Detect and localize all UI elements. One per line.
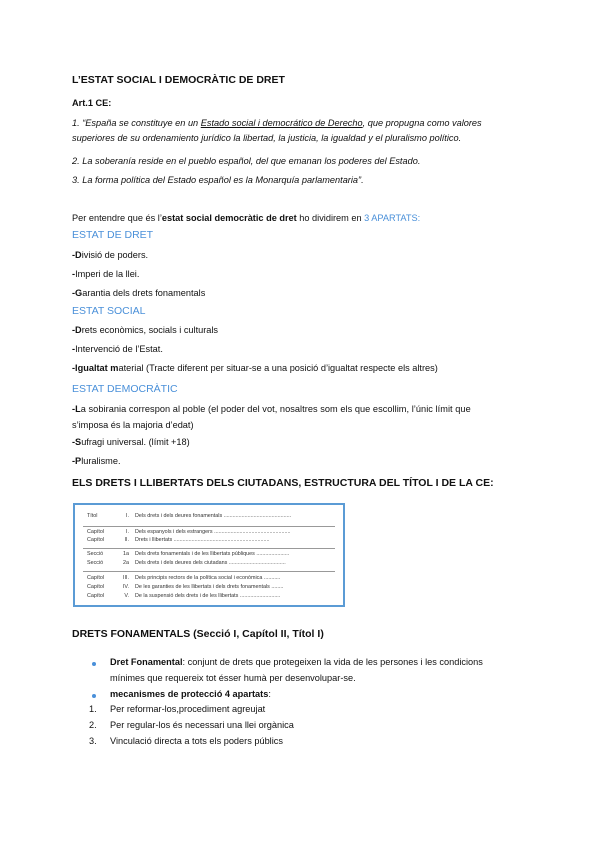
numbered-item: 2. (89, 720, 97, 730)
quote-underlined: Estado social i democrático de Derecho (200, 118, 363, 128)
numbered-item: 3. (89, 736, 97, 746)
numbered-item: 1. (89, 704, 97, 714)
quote-number: 2 (72, 156, 78, 166)
title-structure-table: Títol I. Dels drets i dels deures fonamentals ............................................. Capítol I. Dels espanyols i dels estrangers ................................................... Capítol II. Drets i llibertats ................................................................ Secció 1a Dels drets fonamentals i de les llibertats públiques ...................... Secció 2a Dels drets i dels deures dels ciutadans ...................................... Capítol III. Dels principis rectors de la política social i econòmica ........... Capítol IV. De les garanties de les llibertats i dels drets fonamentals ........ Capítol V. De la suspensió dels drets i de les llibertats ........................... (73, 503, 345, 607)
table-divider (83, 571, 335, 572)
intro-text: Per entendre que és l’ (72, 213, 162, 223)
section-heading-drets-llibertats: ELS DRETS I LLIBERTATS DELS CIUTADANS, ESTRUCTURA DEL TÍTOL I DE LA CE: (72, 477, 494, 489)
section-heading-estat-democratic: ESTAT DEMOCRÀTIC (72, 383, 178, 395)
list-item: -Intervenció de l’Estat. (72, 344, 163, 354)
quote-text: . “España se constituye en un (77, 118, 201, 128)
list-item: -Igualtat material (Tracte diferent per situar-se a una posició d’igualtat respecte els altres) (72, 363, 438, 373)
quote-number: 1 (72, 118, 78, 128)
intro-text: ho dividirem en (296, 213, 365, 223)
table-divider (83, 526, 335, 527)
list-item: -Drets econòmics, socials i culturals (72, 325, 219, 335)
list-item: -Pluralisme. (72, 456, 121, 466)
list-item: -Divisió de poders. (72, 250, 149, 260)
quote-number: 3 (72, 175, 78, 185)
list-item: -Sufragi universal. (límit +18) (72, 437, 190, 447)
list-item: -La sobirania correspon al poble (el poder del vot, nosaltres som els que escollim, l’únic límit que (72, 404, 471, 414)
quote-paragraph-1 (72, 118, 482, 128)
article-label: Art.1 CE: (72, 98, 112, 108)
intro-highlight: 3 APARTATS: (364, 213, 421, 223)
list-item: -Garantia dels drets fonamentals (72, 288, 206, 298)
bullet-item-continuation: mínimes que requereix tot ésser humà per desenvolupar-se. (110, 673, 356, 683)
intro-bold: estat social democràtic de dret (161, 213, 297, 223)
bullet-item: mecanismes de protecció 4 apartats: (110, 689, 271, 699)
section-heading-drets-fonamentals: DRETS FONAMENTALS (Secció I, Capítol II, Títol I) (72, 628, 324, 640)
quote-text: . La forma política del Estado español es la Monarquía parlamentaria”. (77, 175, 364, 185)
bullet-item: Dret Fonamental: conjunt de drets que protegeixen la vida de les persones i les condicions (110, 657, 483, 667)
list-item-continuation: s’imposa és la majoria d’edat) (72, 420, 194, 430)
quote-paragraph-2 (72, 156, 420, 166)
bullet-icon (92, 694, 96, 698)
numbered-item-text: Per regular-los és necessari una llei orgànica (110, 720, 294, 730)
document-title: L’ESTAT SOCIAL I DEMOCRÀTIC DE DRET (72, 74, 285, 86)
quote-paragraph-3 (72, 175, 364, 185)
intro-paragraph (72, 213, 420, 223)
section-heading-estat-de-dret: ESTAT DE DRET (72, 229, 154, 241)
section-heading-estat-social: ESTAT SOCIAL (72, 305, 146, 317)
numbered-item-text: Per reformar-los,procediment agreujat (110, 704, 266, 714)
numbered-item-text: Vinculació directa a tots els poders públics (110, 736, 283, 746)
list-item: -Imperi de la llei. (72, 269, 140, 279)
bullet-icon (92, 662, 96, 666)
quote-paragraph-1-line2: superiores de su ordenamiento jurídico la libertad, la justicia, la igualdad y el pluralismo político. (72, 133, 462, 143)
quote-text: . La soberanía reside en el pueblo español, del que emanan los poderes del Estado. (77, 156, 421, 166)
table-divider (83, 548, 335, 549)
quote-text: , que propugna como valores (362, 118, 482, 128)
